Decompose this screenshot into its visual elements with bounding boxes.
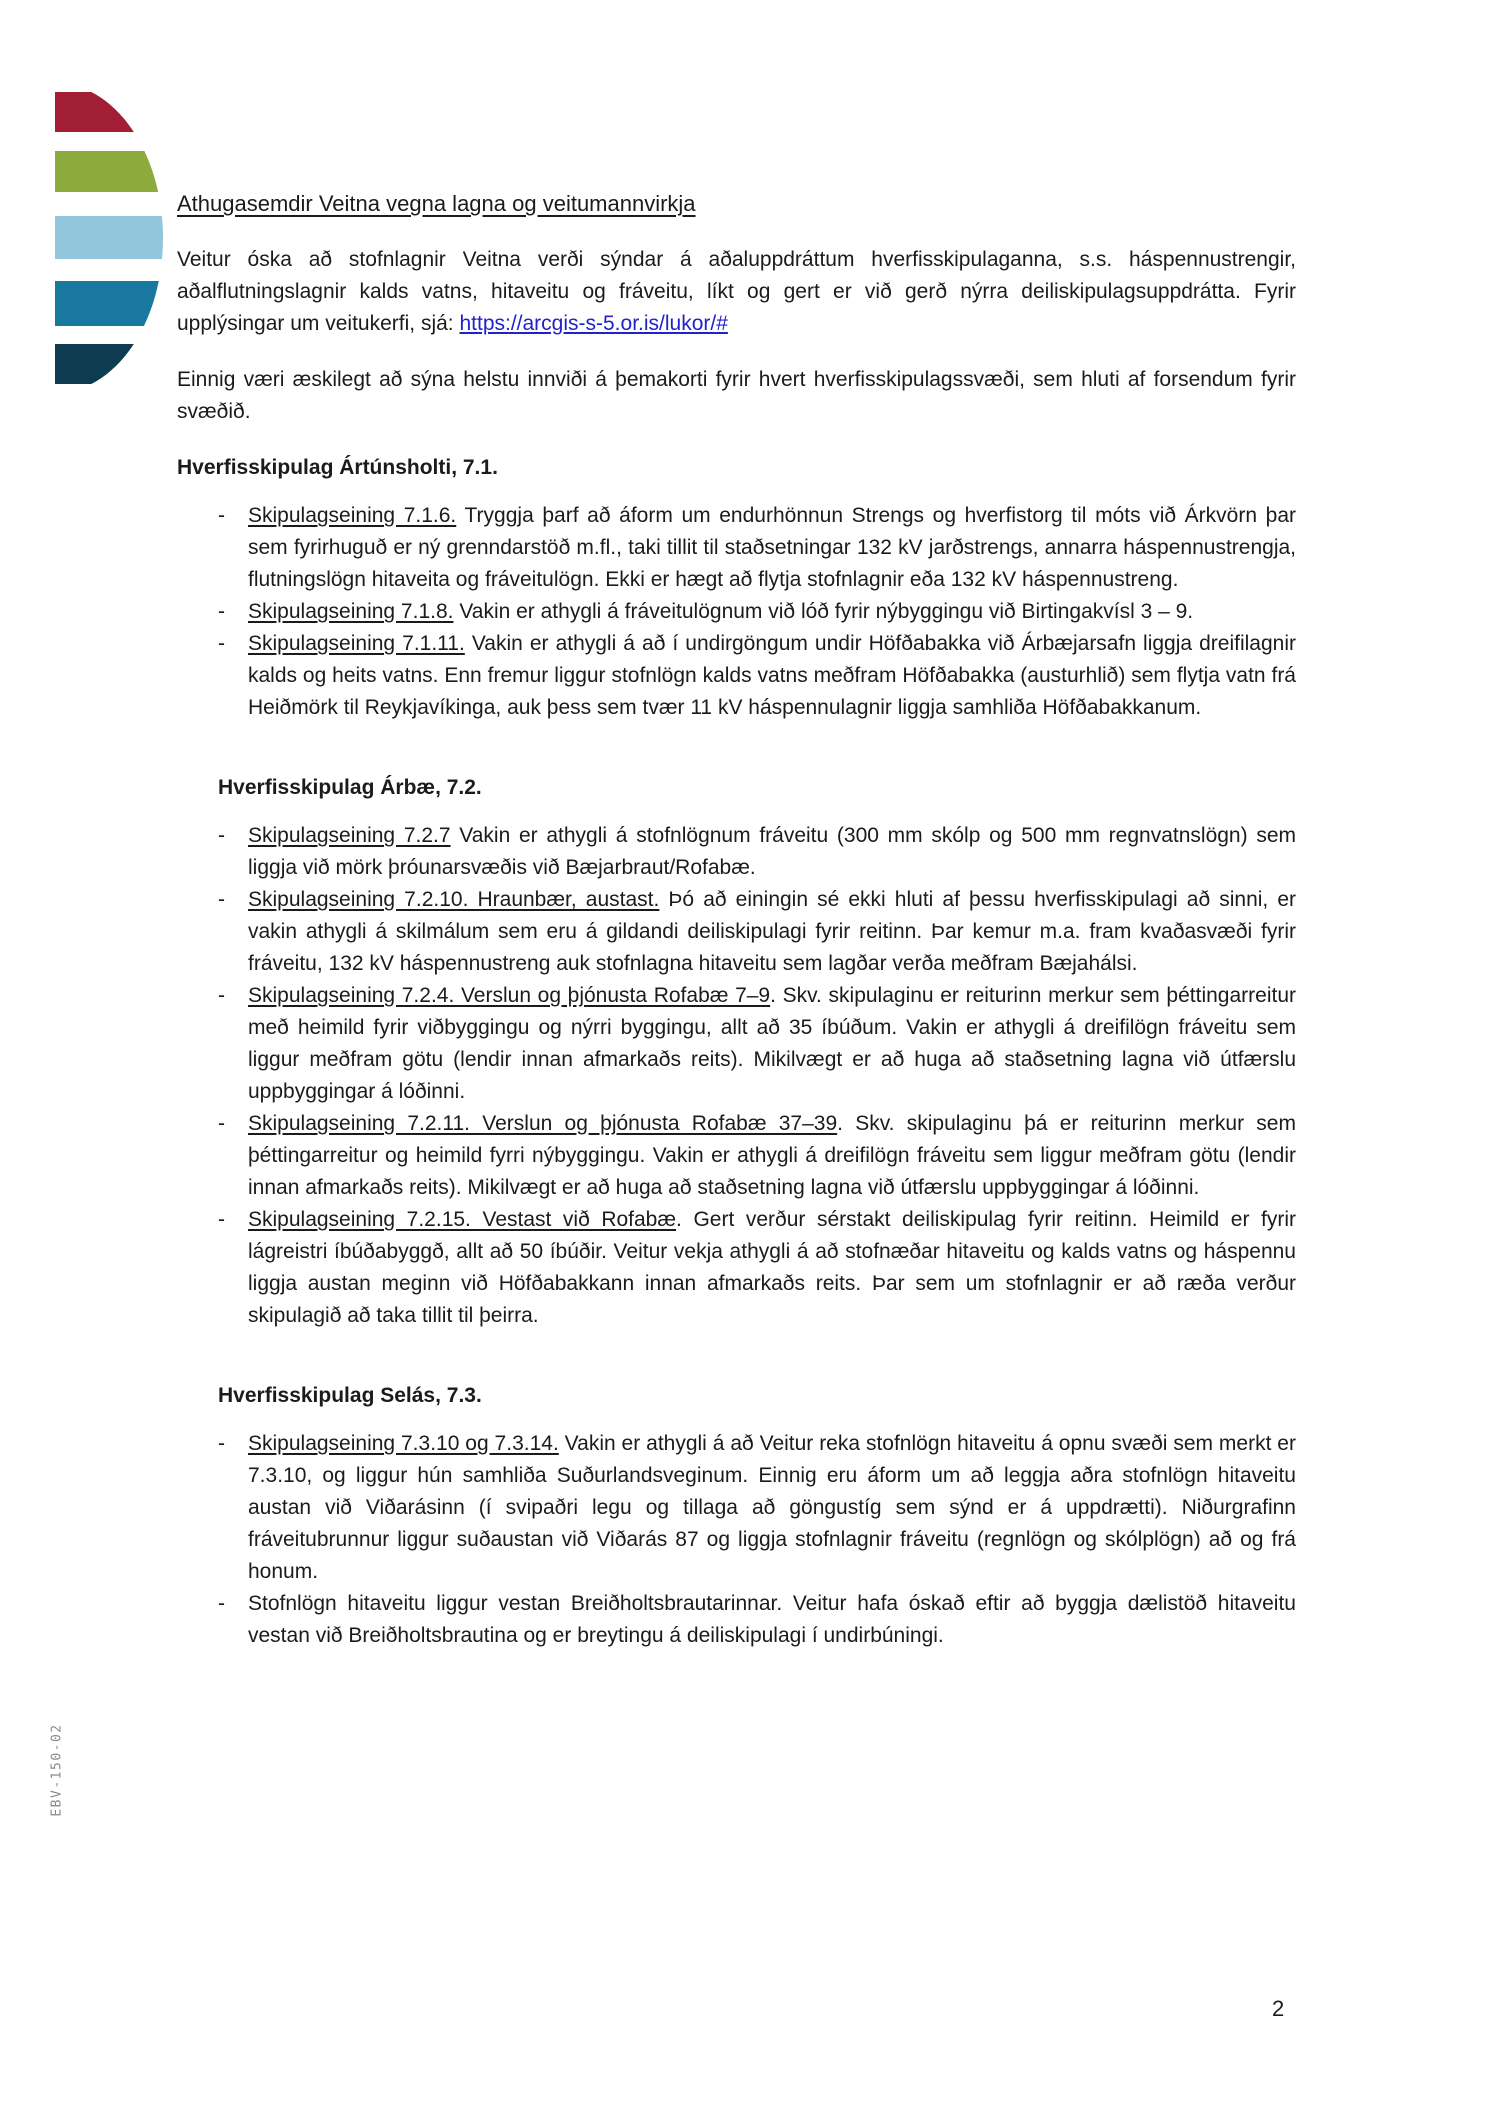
intro-paragraph-2: Einnig væri æskilegt að sýna helstu innviði á þemakorti fyrir hvert hverfisskipulagssvæði, sem hluti af forsendum fyrir svæðið. [177,368,1296,423]
bullet-dash: - [218,984,225,1007]
bullet-text: Stofnlögn hitaveitu liggur vestan Breiðholtsbrautarinnar. Veitur hafa óskað eftir að byggja dælistöð hitaveitu vestan við Breiðholtsbrautina og er breytingu á deiliskipulagi í undirbúningi. [248,1592,1296,1647]
bullet-list-1 [218,500,1296,724]
bullet-list-3 [218,1428,1296,1652]
bullet-dash: - [218,824,225,847]
bullet-text: Skipulagseining 7.2.15. Vestast við Rofabæ. Gert verður sérstakt deiliskipulag fyrir reitinn. Heimild er fyrir lágreistri íbúðabyggð, allt að 50 íbúðir. Veitur vekja athygli á að stofnæðar hitaveitu og kalds vatns og háspennu liggja austan meginn við Höfðabakkann innan afmarkaðs reits. Þar sem um stofnlagnir er að ræða verður skipulagið að taka tillit til þeirra. [248,1208,1297,1327]
bullet-lead-underlined: Skipulagseining 7.2.11. Verslun og þjónusta Rofabæ 37–39 [248,1112,838,1135]
bullet-item [218,884,1296,980]
intro-paragraph-1 [177,244,1296,340]
intro-paragraph-1-text: Veitur óska að stofnlagnir Veitna verði sýndar á aðaluppdráttum hverfisskipulaganna, s.s. háspennustrengir, aðalflutningslagnir kalds vatns, hitaveitu og fráveitu, líkt og gert er við gerð nýrra deiliskipulagsuppdrátta. Fyrir upplýsingar um veitukerfi, sjá: [177,248,1296,335]
bullet-item [218,500,1296,596]
bullet-item [218,596,1296,628]
bullet-text: Skipulagseining 7.2.10. Hraunbær, austast. Þó að einingin sé ekki hluti af þessu hverfisskipulagi að sinni, er vakin athygli á skilmálum sem eru á gildandi deiliskipulagi fyrir reitinn. Þar kemur m.a. fram kvaðasvæði fyrir fráveitu, 132 kV háspennustreng auk stofnlagna hitaveitu sem lagðar verða meðfram Bæjahálsi. [248,888,1297,975]
bullet-lead-underlined: Skipulagseining 7.1.11. [248,632,465,655]
bullet-list-2 [218,820,1296,1332]
bullet-item [218,1588,1296,1652]
bullet-text: Skipulagseining 7.2.11. Verslun og þjónusta Rofabæ 37–39. Skv. skipulaginu þá er reiturinn merkur sem þéttingarreitur og heimild fyrri nýbyggingu. Vakin er athygli á dreifilögn fráveitu sem liggur meðfram götu (lendir innan afmarkaðs reits). Mikilvægt er að huga að staðsetning lagna við útfærslu uppbyggingar á lóðinni. [248,1112,1296,1199]
bullet-lead-underlined: Skipulagseining 7.3.10 og 7.3.14. [248,1432,559,1455]
bullet-dash: - [218,1592,225,1615]
bullet-dash: - [218,600,225,623]
veitur-logo-graphic [55,92,165,384]
bullet-lead-underlined: Skipulagseining 7.2.10. Hraunbær, austast. [248,888,660,911]
page-number: 2 [1272,1996,1285,2021]
logo-stripe-red [55,92,165,132]
bullet-item [218,1204,1296,1332]
document-code-label: EBV-150-02 [49,1723,65,1817]
bullet-dash: - [218,1208,225,1231]
bullet-dash: - [218,1432,225,1455]
bullet-text: Skipulagseining 7.1.8. Vakin er athygli á fráveitulögnum við lóð fyrir nýbyggingu við Birtingakvísl 3 – 9. [248,600,1194,623]
section-heading-1: Hverfisskipulag Ártúnsholti, 7.1. [177,456,498,479]
bullet-dash: - [218,888,225,911]
bullet-text: Skipulagseining 7.2.4. Verslun og þjónusta Rofabæ 7–9. Skv. skipulaginu er reiturinn merkur sem þéttingarreitur með heimild fyrir viðbyggingu og nýrri byggingu, allt að 35 íbúðum. Vakin er athygli á dreifilögn fráveitu sem liggur meðfram götu (lendir innan afmarkaðs reits). Mikilvægt er að huga að staðsetning lagna við útfærslu uppbyggingar á lóðinni. [248,984,1296,1103]
bullet-dash: - [218,1112,225,1135]
logo-stripe-teal [55,281,165,326]
bullet-text: Skipulagseining 7.1.11. Vakin er athygli á að í undirgöngum undir Höfðabakka við Árbæjarsafn liggja dreifilagnir kalds og heits vatns. Enn fremur liggur stofnlögn kalds vatns meðfram Höfðabakka (austurhlið) sem flytja vatn frá Heiðmörk til Reykjavíkinga, auk þess sem tvær 11 kV háspennulagnir liggja samhliða Höfðabakkanum. [248,632,1296,719]
logo-stripe-lightblue [55,216,165,259]
bullet-item [218,1428,1296,1588]
bullet-text: Skipulagseining 7.2.7 Vakin er athygli á stofnlögnum fráveitu (300 mm skólp og 500 mm regnvatnslögn) sem liggja við mörk þróunarsvæðis við Bæjarbraut/Rofabæ. [248,824,1296,879]
map-link[interactable]: https://arcgis-s-5.or.is/lukor/# [459,312,728,335]
logo-stripe-green [55,151,165,192]
section-heading-3: Hverfisskipulag Selás, 7.3. [218,1384,482,1407]
bullet-lead-underlined: Skipulagseining 7.2.15. Vestast við Rofabæ [248,1208,677,1231]
bullet-item [218,980,1296,1108]
bullet-text: Skipulagseining 7.1.6. Tryggja þarf að áform um endurhönnun Strengs og hverfistorg til móts við Árkvörn þar sem fyrirhuguð er ný grenndarstöð m.fl., taki tillit til staðsetningar 132 kV jarðstrengs, annarra háspennustrengja, flutningslögn hitaveita og fráveitulögn. Ekki er hægt að flytja stofnlagnir eða 132 kV háspennustreng. [248,504,1296,591]
bullet-lead-underlined: Skipulagseining 7.2.7 [248,824,451,847]
bullet-lead-underlined: Skipulagseining 7.1.6. [248,504,457,527]
bullet-dash: - [218,504,225,527]
document-title: Athugasemdir Veitna vegna lagna og veitumannvirkja [177,191,696,216]
bullet-text: Skipulagseining 7.3.10 og 7.3.14. Vakin er athygli á að Veitur reka stofnlögn hitaveitu á opnu svæði sem merkt er 7.3.10, og liggur hún samhliða Suðurlandsveginum. Einnig eru áform um að leggja aðra stofnlögn hitaveitu austan við Viðarásinn (í svipaðri legu og tillaga að göngustíg sem sýnd er á uppdrætti). Niðurgrafinn fráveitubrunnur liggur suðaustan við Viðarás 87 og liggja stofnlagnir fráveitu (regnlögn og skólplögn) að og frá honum. [248,1432,1296,1583]
bullet-dash: - [218,632,225,655]
bullet-item [218,628,1296,724]
document-content [177,188,1296,1652]
logo-stripe-navy [55,344,165,384]
bullet-lead-underlined: Skipulagseining 7.2.4. Verslun og þjónusta Rofabæ 7–9 [248,984,771,1007]
section-heading-2: Hverfisskipulag Árbæ, 7.2. [218,776,482,799]
veitur-logo [55,92,165,384]
bullet-item [218,820,1296,884]
bullet-lead-underlined: Skipulagseining 7.1.8. [248,600,454,623]
sections [177,452,1296,1652]
bullet-item [218,1108,1296,1204]
